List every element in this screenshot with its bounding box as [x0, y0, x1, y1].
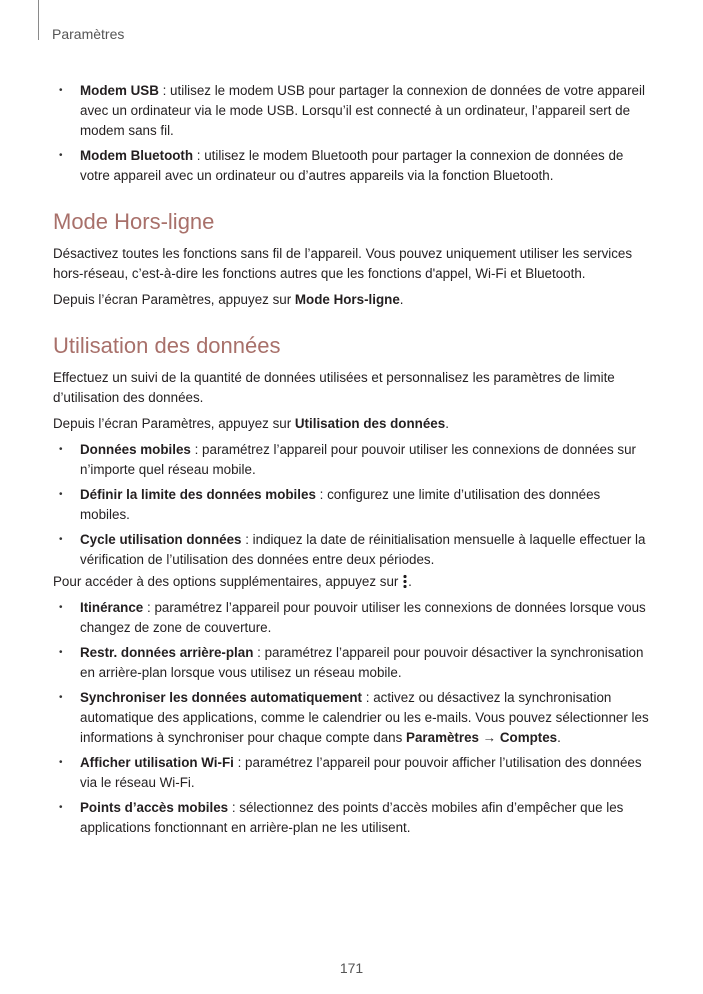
- item-label: Définir la limite des données mobiles: [80, 487, 316, 502]
- menu-path-accounts: Comptes: [499, 730, 558, 745]
- item-label: Données mobiles: [80, 442, 191, 457]
- item-label: Cycle utilisation données: [80, 532, 242, 547]
- bullet-icon: •: [59, 802, 63, 813]
- header-rule: [38, 0, 39, 40]
- bullet-icon: •: [59, 602, 63, 613]
- bullet-icon: •: [59, 150, 63, 161]
- item-label: Restr. données arrière-plan: [80, 645, 254, 660]
- more-options-icon: [403, 574, 407, 588]
- item-label: Modem Bluetooth: [80, 148, 194, 163]
- item-label: Synchroniser les données automatiquement: [80, 690, 363, 705]
- item-label: Afficher utilisation Wi-Fi: [80, 755, 234, 770]
- list-item-data-limit: • Définir la limite des données mobiles : configurez une limite d’utilisation des données mobiles.: [59, 487, 601, 522]
- list-item-modem-bluetooth: • Modem Bluetooth : utilisez le modem Bluetooth pour partager la connexion de données de votre appareil avec un ordinateur ou d’autres appareils via la fonction Bluetooth.: [59, 148, 624, 183]
- data-usage-menu-path: Utilisation des données: [294, 416, 446, 431]
- more-options-instruction: Pour accéder à des options supplémentaires, appuyez sur .: [53, 574, 412, 589]
- list-item-background-data: • Restr. données arrière-plan : paramétrez l’appareil pour pouvoir désactiver la synchronisation en arrière-plan lorsque vous utilisez un réseau mobile.: [59, 645, 644, 680]
- item-text: utilisez le modem USB pour partager la connexion de données de votre appareil avec un ordinateur via le mode USB. Lorsqu’il est connecté à un ordinateur, l’appareil sert de modem sans fil.: [80, 83, 645, 138]
- bullet-icon: •: [59, 489, 63, 500]
- item-text: paramétrez l’appareil pour pouvoir désactiver la synchronisation en arrière-plan lorsque vous utilisez un réseau mobile.: [80, 645, 644, 680]
- bullet-icon: •: [59, 85, 63, 96]
- page-content: [53, 81, 653, 843]
- item-label: Itinérance: [80, 600, 144, 615]
- page-number: 171: [339, 960, 364, 976]
- item-label: Points d’accès mobiles: [80, 800, 229, 815]
- list-item-auto-sync: • Synchroniser les données automatiquement : activez ou désactivez la synchronisation automatique des applications, comme le calendrier ou les e-mails. Vous pouvez sélectionner les informations à synchroniser pour chaque compte dans Paramètres → Comptes.: [59, 690, 649, 745]
- item-text: paramétrez l’appareil pour pouvoir afficher l’utilisation des données via le réseau Wi-Fi.: [80, 755, 642, 790]
- list-item-mobile-data: • Données mobiles : paramétrez l’appareil pour pouvoir utiliser les connexions de données sur n’importe quel réseau mobile.: [59, 442, 637, 477]
- bullet-icon: •: [59, 757, 63, 768]
- item-text: indiquez la date de réinitialisation mensuelle à laquelle effectuer la vérification de l’utilisation des données entre deux périodes.: [80, 532, 646, 567]
- list-item-roaming: • Itinérance : paramétrez l’appareil pour pouvoir utiliser les connexions de données lorsque vous changez de zone de couverture.: [59, 600, 646, 635]
- bullet-icon: •: [59, 534, 63, 545]
- bullet-icon: •: [59, 692, 63, 703]
- item-text: configurez une limite d’utilisation des données mobiles.: [80, 487, 601, 522]
- item-label: Modem USB: [80, 83, 159, 98]
- page-header: Paramètres: [52, 26, 125, 42]
- item-text: activez ou désactivez la synchronisation automatique des applications, comme le calendrier ou les e-mails. Vous pouvez sélectionner les informations à synchroniser pour chaque compte dans: [80, 690, 649, 745]
- list-item-usage-cycle: • Cycle utilisation données : indiquez la date de réinitialisation mensuelle à laquelle effectuer la vérification de l’utilisation des données entre deux périodes.: [59, 532, 646, 567]
- list-item-modem-usb: • Modem USB : utilisez le modem USB pour partager la connexion de données de votre appareil avec un ordinateur via le mode USB. Lorsqu’il est connecté à un ordinateur, l’appareil sert de modem sans fil.: [59, 83, 645, 138]
- item-text: paramétrez l’appareil pour pouvoir utiliser les connexions de données sur n’importe quel réseau mobile.: [80, 442, 637, 477]
- bullet-icon: •: [59, 444, 63, 455]
- airplane-instruction: Depuis l’écran Paramètres, appuyez sur Mode Hors-ligne.: [53, 292, 404, 307]
- data-usage-description: Effectuez un suivi de la quantité de données utilisées et personnalisez les paramètres de limite d’utilisation des données.: [53, 370, 615, 405]
- section-title-airplane: Mode Hors-ligne: [53, 209, 215, 234]
- airplane-menu-path: Mode Hors-ligne: [294, 292, 400, 307]
- list-item-wifi-usage: • Afficher utilisation Wi-Fi : paramétrez l’appareil pour pouvoir afficher l’utilisation des données via le réseau Wi-Fi.: [59, 755, 642, 790]
- airplane-description: Désactivez toutes les fonctions sans fil de l’appareil. Vous pouvez uniquement utiliser les services hors-réseau, c’est-à-dire les fonctions autres que les fonctions d'appel, Wi-Fi et Bluetooth.: [53, 246, 633, 281]
- item-text: utilisez le modem Bluetooth pour partager la connexion de données de votre appareil avec un ordinateur ou d’autres appareils via la fonction Bluetooth.: [80, 148, 624, 183]
- menu-path-settings: Paramètres: [406, 730, 479, 745]
- bullet-icon: •: [59, 647, 63, 658]
- data-usage-instruction: Depuis l’écran Paramètres, appuyez sur Utilisation des données.: [53, 416, 449, 431]
- item-text: paramétrez l’appareil pour pouvoir utiliser les connexions de données lorsque vous changez de zone de couverture.: [80, 600, 646, 635]
- section-title-data-usage: Utilisation des données: [53, 333, 281, 358]
- list-item-mobile-hotspots: • Points d’accès mobiles : sélectionnez des points d’accès mobiles afin d’empêcher que les applications fonctionnant en arrière-plan ne les utilisent.: [59, 800, 624, 835]
- item-text: sélectionnez des points d’accès mobiles afin d’empêcher que les applications fonctionnant en arrière-plan ne les utilisent.: [80, 800, 624, 835]
